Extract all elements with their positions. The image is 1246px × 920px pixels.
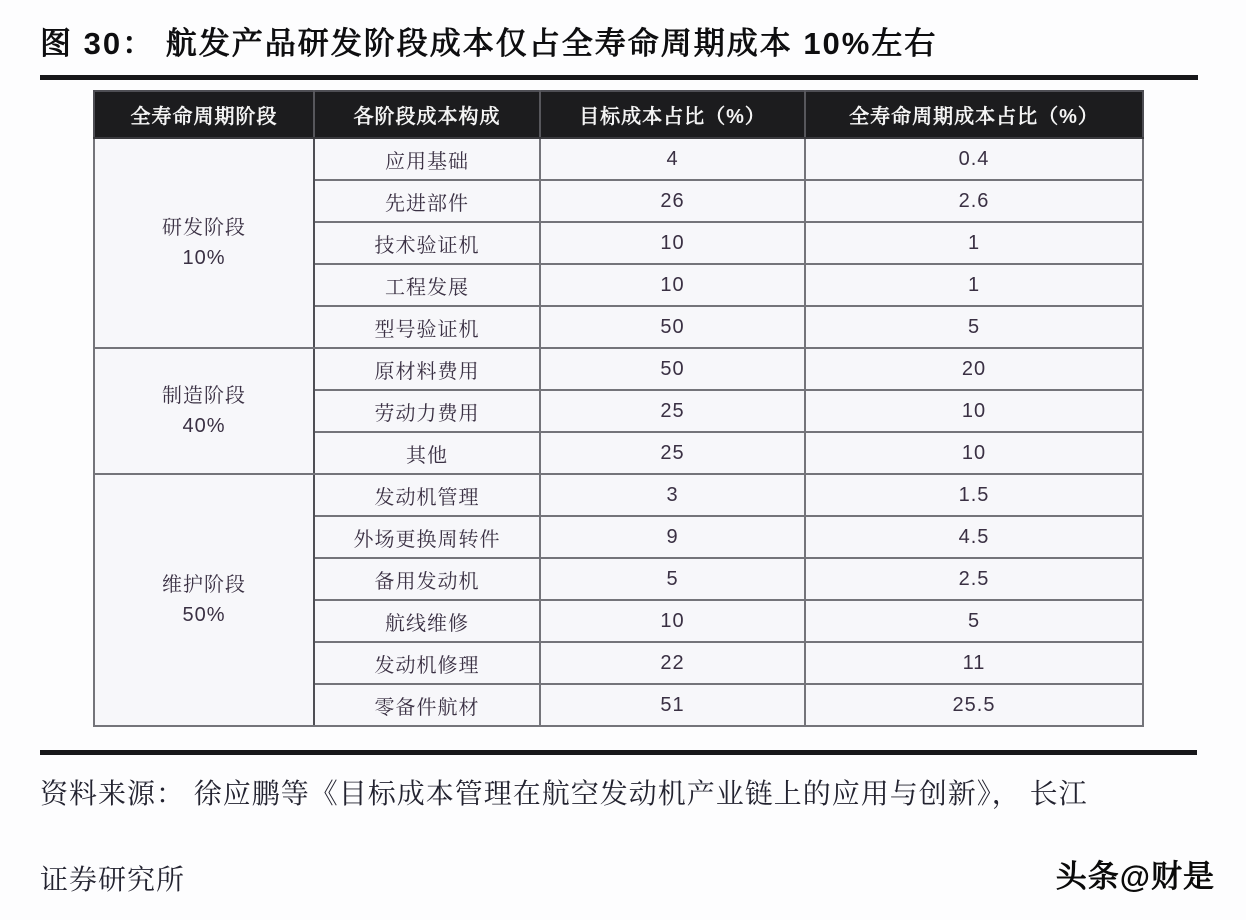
- cost-item-cell: 先进部件: [314, 180, 540, 222]
- target-cost-value-cell: 50: [540, 348, 805, 390]
- target-cost-value-cell: 25: [540, 432, 805, 474]
- source-line-1: 资料来源： 徐应鹏等《目标成本管理在航空发动机产业链上的应用与创新》， 长江: [40, 778, 1088, 809]
- target-cost-value-cell: 3: [540, 474, 805, 516]
- stage-name: 研发阶段: [162, 217, 246, 239]
- source-line-2: 证券研究所: [40, 864, 186, 895]
- stage-share: 50%: [182, 604, 226, 626]
- lifecycle-cost-value-cell: 2.5: [805, 558, 1143, 600]
- lifecycle-cost-value-cell: 20: [805, 348, 1143, 390]
- lifecycle-cost-value-cell: 10: [805, 432, 1143, 474]
- watermark-text: 头条@财是: [1055, 859, 1215, 894]
- cost-item-cell: 型号验证机: [314, 306, 540, 348]
- target-cost-value-cell: 9: [540, 516, 805, 558]
- table-row: [94, 474, 1143, 516]
- source-note: [40, 772, 1088, 898]
- header-lifecycle-cost-share: 全寿命周期成本占比（%）: [805, 91, 1143, 138]
- target-cost-value-cell: 22: [540, 642, 805, 684]
- table-header-row: [94, 91, 1143, 138]
- header-target-cost-share: 目标成本占比（%）: [540, 91, 805, 138]
- cost-item-cell: 零备件航材: [314, 684, 540, 726]
- stage-share: 10%: [182, 247, 226, 269]
- target-cost-value-cell: 10: [540, 264, 805, 306]
- lifecycle-cost-value-cell: 10: [805, 390, 1143, 432]
- cost-item-cell: 应用基础: [314, 138, 540, 180]
- target-cost-value-cell: 51: [540, 684, 805, 726]
- header-lifecycle-stage: 全寿命周期阶段: [94, 91, 314, 138]
- lifecycle-cost-value-cell: 1.5: [805, 474, 1143, 516]
- cost-item-cell: 劳动力费用: [314, 390, 540, 432]
- lifecycle-cost-value-cell: 0.4: [805, 138, 1143, 180]
- lifecycle-cost-value-cell: 11: [805, 642, 1143, 684]
- lifecycle-cost-value-cell: 25.5: [805, 684, 1143, 726]
- cost-item-cell: 备用发动机: [314, 558, 540, 600]
- target-cost-value-cell: 5: [540, 558, 805, 600]
- lifecycle-cost-value-cell: 5: [805, 306, 1143, 348]
- stage-cell: [94, 138, 314, 348]
- target-cost-value-cell: 4: [540, 138, 805, 180]
- lifecycle-cost-table: [93, 90, 1144, 727]
- target-cost-value-cell: 26: [540, 180, 805, 222]
- lifecycle-cost-value-cell: 4.5: [805, 516, 1143, 558]
- table-bottom-rule: [40, 750, 1197, 755]
- lifecycle-cost-value-cell: 1: [805, 264, 1143, 306]
- cost-item-cell: 外场更换周转件: [314, 516, 540, 558]
- header-cost-composition: 各阶段成本构成: [314, 91, 540, 138]
- cost-item-cell: 原材料费用: [314, 348, 540, 390]
- stage-cell: [94, 348, 314, 474]
- cost-item-cell: 发动机修理: [314, 642, 540, 684]
- cost-item-cell: 其他: [314, 432, 540, 474]
- stage-name: 制造阶段: [162, 385, 246, 407]
- cost-item-cell: 工程发展: [314, 264, 540, 306]
- target-cost-value-cell: 25: [540, 390, 805, 432]
- stage-name: 维护阶段: [162, 574, 246, 596]
- lifecycle-cost-value-cell: 1: [805, 222, 1143, 264]
- lifecycle-cost-value-cell: 5: [805, 600, 1143, 642]
- cost-item-cell: 发动机管理: [314, 474, 540, 516]
- lifecycle-cost-value-cell: 2.6: [805, 180, 1143, 222]
- table-row: [94, 348, 1143, 390]
- figure-title: 图 30： 航发产品研发阶段成本仅占全寿命周期成本 10%左右: [40, 26, 938, 61]
- stage-share: 40%: [182, 415, 226, 437]
- table-row: [94, 138, 1143, 180]
- target-cost-value-cell: 10: [540, 222, 805, 264]
- target-cost-value-cell: 50: [540, 306, 805, 348]
- title-divider-rule: [40, 75, 1198, 80]
- stage-cell: [94, 474, 314, 726]
- cost-item-cell: 航线维修: [314, 600, 540, 642]
- cost-item-cell: 技术验证机: [314, 222, 540, 264]
- target-cost-value-cell: 10: [540, 600, 805, 642]
